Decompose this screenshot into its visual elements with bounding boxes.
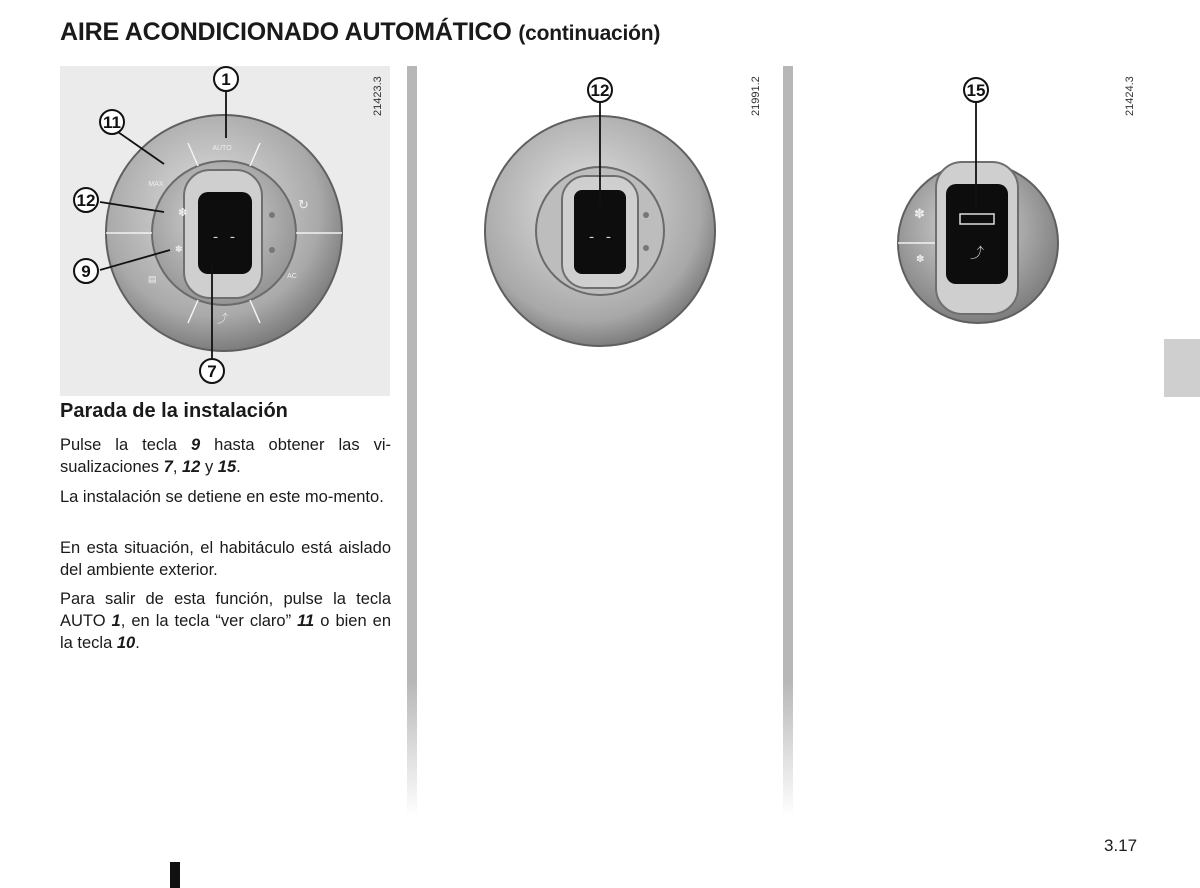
callout-7 xyxy=(200,359,224,383)
figure-2-ref: 21991.2 xyxy=(750,76,762,116)
page-number: 3.17 xyxy=(1104,836,1138,855)
column-divider-left xyxy=(407,66,417,816)
display-digits: - - xyxy=(211,230,237,246)
svg-text:15: 15 xyxy=(966,81,986,100)
section-heading: Parada de la instalación xyxy=(60,400,288,422)
paragraph-isolation: En esta situación, el habitáculo está aislado del ambiente exterior. xyxy=(60,539,391,579)
ac-button-label: AC xyxy=(287,273,297,280)
svg-text:9: 9 xyxy=(81,262,91,281)
svg-text:7: 7 xyxy=(207,362,217,381)
seat-icon: ⤴ xyxy=(970,245,984,261)
print-crop-mark xyxy=(170,862,180,888)
figure-1-control-panel xyxy=(60,66,390,396)
paragraph-stop-instruction: Pulse la tecla 9 hasta obtener las vi-sualizaciones 7, 12 y 15. xyxy=(60,436,391,476)
paragraph-exit-function: Para salir de esta función, pulse la tecla AUTO 1, en la tecla “ver claro” 11 o bien en la tecla 10. xyxy=(60,590,392,652)
fan-small-icon: ✽ xyxy=(916,254,925,265)
fan-small-icon: ✽ xyxy=(175,244,183,254)
page-title-sub: (continuación) xyxy=(518,22,661,45)
display-digits: - - xyxy=(587,230,613,246)
column-divider-right xyxy=(783,66,793,816)
svg-text:12: 12 xyxy=(590,81,610,100)
seat-icon: ⤴ xyxy=(217,313,228,325)
recirculation-icon: ↻ xyxy=(298,197,309,212)
fan-icon: ✽ xyxy=(178,207,188,219)
chapter-tab xyxy=(1164,339,1200,397)
callout-1 xyxy=(214,67,238,91)
callout-9 xyxy=(74,259,98,283)
page-title xyxy=(60,18,660,47)
callout-15 xyxy=(964,78,988,102)
svg-text:11: 11 xyxy=(103,113,121,132)
svg-text:1: 1 xyxy=(221,70,231,89)
auto-button-label: AUTO xyxy=(212,145,232,152)
figure-3-ref: 21424.3 xyxy=(1124,76,1136,116)
max-button-label: MAX xyxy=(148,181,164,188)
figure-3-control-knob xyxy=(880,66,1080,326)
page-title-main: AIRE ACONDICIONADO AUTOMÁTICO xyxy=(60,18,512,46)
callout-12 xyxy=(74,188,98,212)
figure-2-control-knob xyxy=(470,66,730,356)
paragraph-stop-result: La instalación se detiene en este mo-mento. xyxy=(60,488,384,506)
fan-icon: ✽ xyxy=(914,206,925,221)
callout-12 xyxy=(588,78,612,102)
figure-1-ref: 21423.3 xyxy=(372,76,384,116)
display-screen xyxy=(946,184,1008,284)
callout-11 xyxy=(100,110,124,134)
rear-defrost-icon: ▤ xyxy=(148,274,157,284)
svg-text:12: 12 xyxy=(76,191,96,210)
